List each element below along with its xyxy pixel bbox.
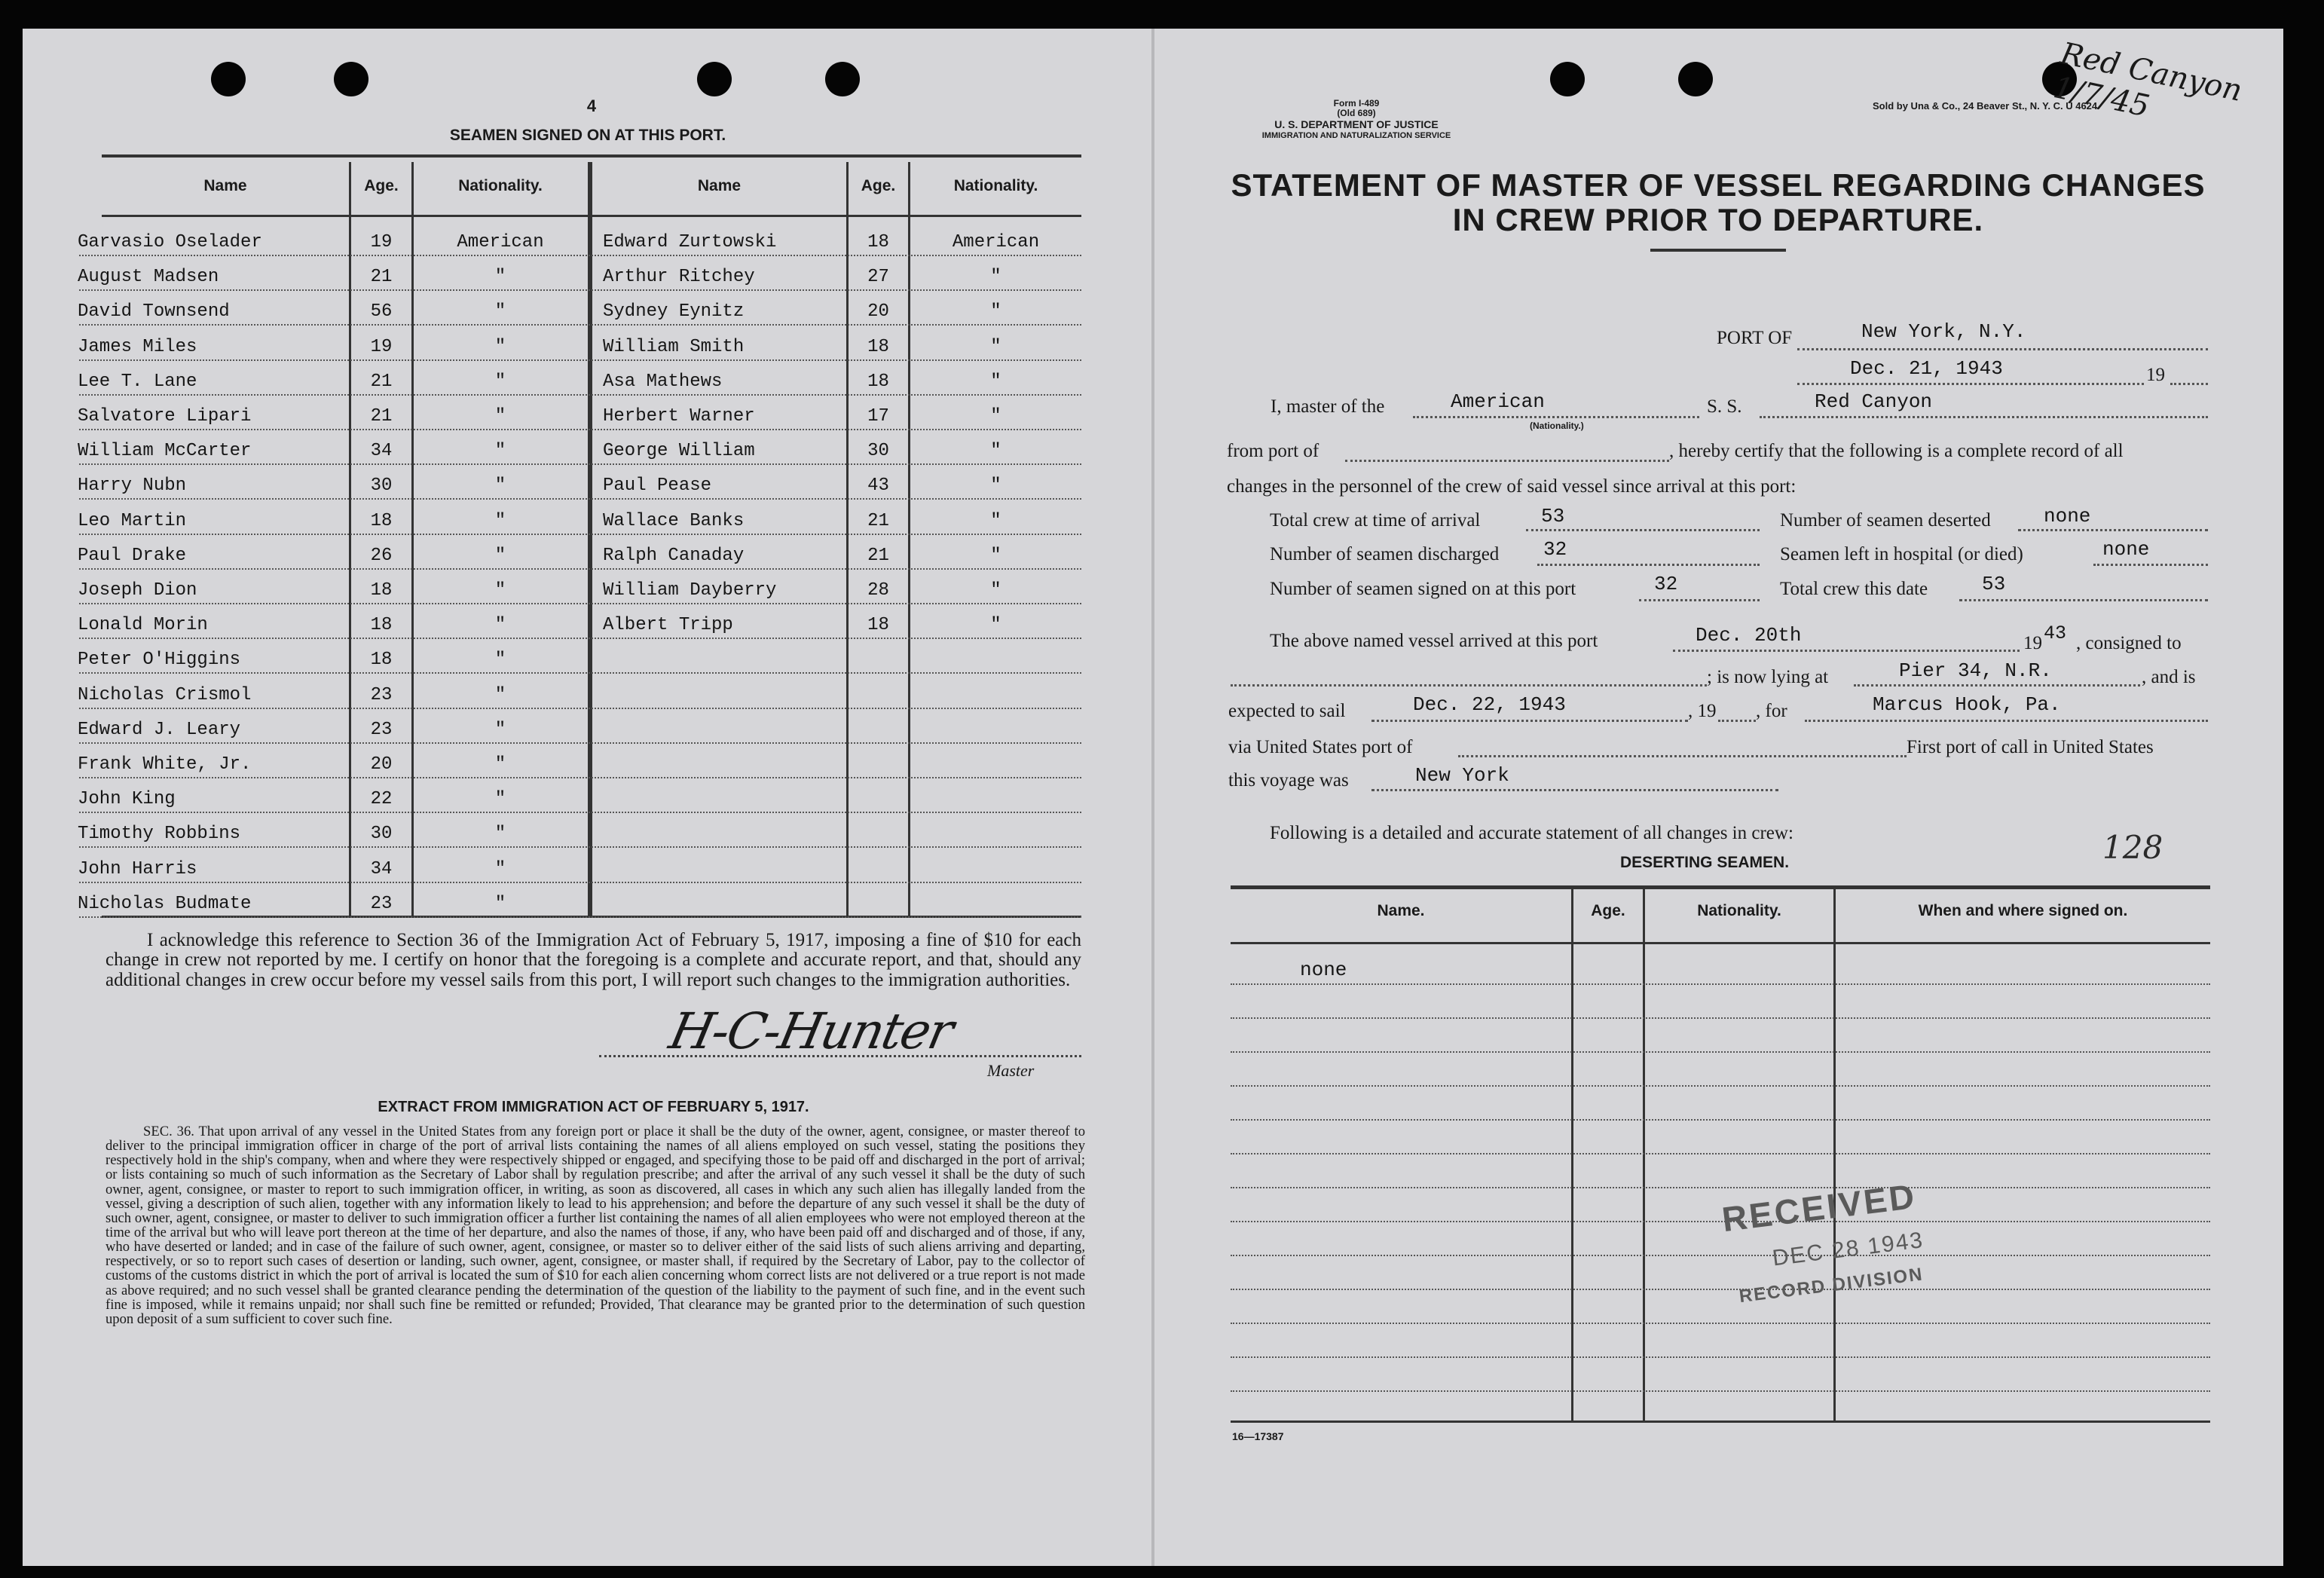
seaman-name: Edward Zurtowski	[603, 232, 777, 252]
date-fill	[1797, 383, 2144, 385]
seaman-age: 18	[867, 336, 889, 357]
seaman-name: John King	[78, 789, 176, 810]
master-of-label: I, master of the	[1271, 396, 1385, 417]
seaman-nationality: "	[494, 858, 506, 879]
port-of-fill	[1797, 348, 2208, 350]
table-row-rule	[79, 882, 1081, 883]
stamp-date-text: DEC 28 1943	[1771, 1228, 1925, 1271]
seaman-nationality: "	[990, 580, 1001, 601]
seaman-age: 21	[867, 510, 889, 531]
extract-text: SEC. 36. That upon arrival of any vessel in the United States from any foreign port or place it shall be the duty of the owner, agent, consignee, or master thereof to deliver to the principal immigration officer in charge of the port of arrival lists containing the names of all aliens employed on such vessel, stating the positions they respectively hold in the ship's company, when and where they were respectively shipped or engaged, and specifying those to be paid off and discharged in the port of arrival; or lists containing so much of such information as the Secretary of Labor shall by regulation prescribe; and after the arrival of any such vessel it shall be the duty of such owner, agent, consignee, or master to report to such immigration officer, in writing, as soon as discovered, all cases in which any such alien has illegally landed from the vessel, giving a description of such alien, together with any information likely to lead to his apprehension; and before the departure of any such vessel it shall be the duty of such owner, agent, consignee, or master to deliver to such immigration officer a further list containing the names of all alien employees who were not employed thereon at the time of the arrival but who will leave port thereon at the time of her departure, and also the names of those, if any, who have been paid off and discharged and of those, if any, who have deserted or landed; and in case of the failure of such owner, agent, consignee, or master so to deliver either of the said lists of such aliens arriving and departing, respectively, or so to report such cases of desertion or landing, such owner, agent, consignee, or master shall, if required by the Secretary of Labor, pay to the collector of customs of the customs district in which the port of arrival is located the sum of $10 for each alien concerning whom correct lists are not delivered or a true report is not made as above required; and no such vessel shall be granted clearance pending the determination of the question of the liability to the payment of such fine, and in the event such fine is imposed, while it remains unpaid; nor shall such fine be remitted or refunded; Provided, That clearance may be granted prior to the determination of such question upon deposit of a sum sufficient to cover such fine.	[105, 1124, 1085, 1327]
punch-hole	[334, 62, 368, 96]
master-label: Master	[987, 1061, 1035, 1080]
expected-value: Dec. 22, 1943	[1413, 693, 1566, 716]
seaman-nationality: "	[990, 301, 1001, 323]
seaman-nationality: "	[990, 441, 1001, 462]
for-value: Marcus Hook, Pa.	[1873, 693, 2061, 716]
total-date-label: Total crew this date	[1780, 579, 1928, 599]
nationality-fill	[1413, 416, 1699, 418]
page-fold	[1151, 29, 1154, 1566]
seaman-nationality: "	[494, 824, 506, 845]
voyage-label: this voyage was	[1228, 770, 1349, 791]
seaman-name: Paul Pease	[603, 476, 712, 497]
table-row-rule	[79, 742, 1081, 744]
handwritten-corner-note: Red Canyon 1/7/45	[2050, 36, 2246, 124]
desert-table-row-rule	[1231, 1187, 2210, 1188]
seaman-nationality: "	[990, 371, 1001, 392]
table-row-rule	[79, 812, 1081, 813]
seaman-name: Edward J. Leary	[78, 719, 241, 740]
deserting-title: DESERTING SEAMEN.	[1620, 854, 1790, 871]
seaman-nationality: "	[494, 476, 506, 497]
lying-text: ; is now lying at	[1707, 667, 1829, 687]
seaman-nationality: "	[990, 545, 1001, 566]
seaman-nationality: "	[494, 371, 506, 392]
date-suffix: 19	[2146, 365, 2165, 385]
seaman-nationality: "	[494, 580, 506, 601]
desert-table-row-rule	[1231, 1153, 2210, 1154]
seaman-age: 18	[867, 371, 889, 392]
table-row-rule	[79, 324, 1081, 326]
desert-table-row-rule	[1231, 1051, 2210, 1053]
punch-hole	[825, 62, 860, 96]
desert-table-top	[1231, 885, 2210, 889]
seaman-age: 30	[370, 824, 393, 845]
total-arrival-value: 53	[1541, 505, 1565, 528]
desert-table-row-rule	[1231, 983, 2210, 985]
desert-col-name: Name.	[1377, 902, 1425, 919]
seaman-age: 20	[370, 754, 393, 775]
seaman-name: Arthur Ritchey	[603, 267, 755, 288]
desert-table-row-rule	[1231, 1356, 2210, 1358]
seaman-nationality: "	[494, 719, 506, 740]
seaman-age: 18	[370, 615, 393, 636]
seaman-age: 21	[370, 267, 393, 288]
table-row-rule	[79, 534, 1081, 535]
seaman-name: William Smith	[603, 336, 745, 357]
seaman-nationality: "	[494, 650, 506, 671]
department-name: U. S. DEPARTMENT OF JUSTICE	[1274, 118, 1439, 130]
seaman-nationality: "	[494, 545, 506, 566]
seaman-name: Joseph Dion	[78, 580, 197, 601]
seaman-name: George William	[603, 441, 755, 462]
expected-year: , 19	[1688, 701, 1717, 721]
via-fill	[1458, 755, 1907, 757]
table-row-rule	[79, 289, 1081, 291]
form-title-line1: STATEMENT OF MASTER OF VESSEL REGARDING CHANGES	[1231, 167, 2206, 203]
col-header-nationality: Nationality.	[458, 177, 543, 194]
from-port-label: from port of	[1227, 441, 1319, 461]
seaman-age: 18	[370, 650, 393, 671]
seaman-age: 27	[867, 267, 889, 288]
voyage-fill	[1371, 789, 1778, 791]
desert-table-row-rule	[1231, 1323, 2210, 1324]
seaman-nationality: "	[990, 406, 1001, 427]
col-header-age: Age.	[364, 177, 399, 194]
form-number: 16—17387	[1232, 1430, 1284, 1442]
following-text: Following is a detailed and accurate statement of all changes in crew:	[1270, 823, 1793, 843]
seaman-nationality: "	[494, 510, 506, 531]
vessel-fill	[1760, 416, 2208, 418]
desert-table-row-rule	[1231, 1255, 2210, 1256]
table-top-rule	[102, 154, 1081, 157]
seaman-name: Nicholas Crismol	[78, 684, 252, 705]
desert-table-row-rule	[1231, 1289, 2210, 1290]
seaman-nationality: "	[494, 301, 506, 323]
for-label: , for	[1756, 701, 1787, 721]
hospital-value: none	[2102, 538, 2150, 561]
extract-title: EXTRACT FROM IMMIGRATION ACT OF FEBRUARY 5, 1917.	[378, 1099, 809, 1115]
desert-table-bottom	[1231, 1421, 2210, 1423]
seaman-nationality: "	[494, 336, 506, 357]
via-label: via United States port of	[1228, 737, 1413, 757]
col-header-age: Age.	[861, 177, 896, 194]
seaman-nationality: "	[990, 476, 1001, 497]
table-row-rule	[79, 498, 1081, 500]
seaman-nationality: "	[494, 267, 506, 288]
seaman-age: 23	[370, 893, 393, 914]
stamp-received-text: RECEIVED	[1720, 1176, 1919, 1240]
for-fill	[1805, 720, 2208, 722]
desert-table-row-rule	[1231, 1017, 2210, 1019]
seaman-age: 21	[867, 545, 889, 566]
discharged-value: 32	[1543, 538, 1567, 561]
seaman-age: 21	[370, 371, 393, 392]
form-id: Form I-489	[1333, 98, 1380, 109]
arrived-year-value: 43	[2044, 622, 2067, 644]
col-divider	[588, 162, 592, 916]
desert-table-row-rule	[1231, 1221, 2210, 1222]
expected-fill	[1371, 720, 1688, 722]
seaman-age: 18	[867, 615, 889, 636]
stamp-division-text: RECORD DIVISION	[1738, 1264, 1925, 1307]
table-row-rule	[79, 394, 1081, 396]
table-row-rule	[79, 359, 1081, 361]
port-of-value: New York, N.Y.	[1861, 320, 2026, 343]
from-port-fill	[1345, 460, 1669, 462]
changes-text: changes in the personnel of the crew of said vessel since arrival at this port:	[1227, 476, 1797, 497]
table-row-rule	[79, 672, 1081, 674]
lying-value: Pier 34, N.R.	[1899, 659, 2052, 682]
consignee-fill	[1231, 684, 1707, 687]
table-row-rule	[79, 255, 1081, 256]
seaman-nationality: "	[494, 406, 506, 427]
seaman-name: Ralph Canaday	[603, 545, 745, 566]
seaman-name: Leo Martin	[78, 510, 187, 531]
seaman-name: Sydney Eynitz	[603, 301, 745, 323]
seaman-age: 30	[867, 441, 889, 462]
seaman-name: Lee T. Lane	[78, 371, 197, 392]
desert-col-divider	[1833, 889, 1836, 1421]
right-page	[1153, 29, 2283, 1566]
seaman-nationality: "	[990, 336, 1001, 357]
seaman-name: Paul Drake	[78, 545, 187, 566]
lying-fill	[1854, 684, 2140, 687]
seaman-nationality: "	[990, 510, 1001, 531]
seaman-nationality: American	[457, 232, 544, 252]
total-arrival-label: Total crew at time of arrival	[1270, 510, 1481, 531]
seaman-age: 26	[370, 545, 393, 566]
seaman-age: 18	[370, 580, 393, 601]
seaman-nationality: "	[494, 441, 506, 462]
expected-label: expected to sail	[1228, 701, 1346, 721]
deserted-value: none	[2044, 505, 2091, 528]
form-title-line2: IN CREW PRIOR TO DEPARTURE.	[1452, 202, 1984, 237]
expected-year-fill	[1718, 720, 1756, 722]
seaman-name: Frank White, Jr.	[78, 754, 252, 775]
deserted-fill	[2018, 529, 2208, 531]
seaman-age: 23	[370, 719, 393, 740]
form-old: (Old 689)	[1337, 108, 1376, 118]
certify-text: , hereby certify that the following is a complete record of all	[1669, 441, 2124, 461]
seaman-age: 17	[867, 406, 889, 427]
port-of-label: PORT OF	[1717, 328, 1793, 348]
seaman-age: 21	[370, 406, 393, 427]
seaman-age: 30	[370, 476, 393, 497]
table-row-rule	[79, 916, 1081, 918]
seaman-age: 23	[370, 684, 393, 705]
desert-col-signed-on: When and where signed on.	[1918, 902, 2128, 919]
desert-col-divider	[1571, 889, 1573, 1421]
title-underline	[1650, 249, 1786, 252]
arrived-value: Dec. 20th	[1696, 624, 1802, 647]
table-row-rule	[79, 777, 1081, 778]
desert-col-nationality: Nationality.	[1697, 902, 1781, 919]
discharged-label: Number of seamen discharged	[1270, 544, 1500, 564]
signed-on-label: Number of seamen signed on at this port	[1270, 579, 1576, 599]
total-date-value: 53	[1982, 573, 2006, 595]
seaman-nationality: "	[494, 684, 506, 705]
seaman-age: 34	[370, 858, 393, 879]
seaman-age: 34	[370, 441, 393, 462]
seaman-age: 43	[867, 476, 889, 497]
seaman-nationality: "	[990, 615, 1001, 636]
seaman-name: James Miles	[78, 336, 197, 357]
col-header-name: Name	[697, 177, 742, 194]
discharged-fill	[1537, 564, 1760, 566]
seaman-age: 19	[370, 232, 393, 252]
seaman-name: William Dayberry	[603, 580, 777, 601]
consigned-text: , consigned to	[2076, 633, 2182, 653]
seaman-name: John Harris	[78, 858, 197, 879]
hospital-label: Seamen left in hospital (or died)	[1780, 544, 2023, 564]
hospital-fill	[2093, 564, 2208, 566]
seaman-age: 18	[867, 232, 889, 252]
seaman-name: Timothy Robbins	[78, 824, 241, 845]
seaman-age: 28	[867, 580, 889, 601]
desert-table-row-rule	[1231, 1390, 2210, 1392]
section-title: SEAMEN SIGNED ON AT THIS PORT.	[449, 127, 726, 144]
seaman-age: 19	[370, 336, 393, 357]
seaman-name: David Townsend	[78, 301, 230, 323]
seaman-name: Salvatore Lipari	[78, 406, 252, 427]
seaman-name: Herbert Warner	[603, 406, 755, 427]
arrived-text: The above named vessel arrived at this port	[1270, 631, 1598, 651]
seaman-age: 56	[370, 301, 393, 323]
acknowledgement-text: I acknowledge this reference to Section 36 of the Immigration Act of February 5, 1917, imposing a fine of $10 for each change in crew not reported by me. I certify on honor that the foregoing is a complete and accurate report, and that, should any additional changes in crew occur before my vessel sails from this port, I will report such changes to the immigration authorities.	[105, 930, 1081, 990]
seaman-name: Peter O'Higgins	[78, 650, 241, 671]
desert-row-value: none	[1300, 959, 1347, 981]
seaman-nationality: "	[494, 893, 506, 914]
service-name: IMMIGRATION AND NATURALIZATION SERVICE	[1261, 131, 1451, 140]
seaman-name: Albert Tripp	[603, 615, 733, 636]
seaman-nationality: "	[990, 267, 1001, 288]
desert-table-header-rule	[1231, 942, 2210, 944]
signed-on-value: 32	[1654, 573, 1678, 595]
seaman-name: Wallace Banks	[603, 510, 745, 531]
punch-hole	[697, 62, 732, 96]
date-value: Dec. 21, 1943	[1850, 357, 2003, 380]
seaman-name: August Madsen	[78, 267, 219, 288]
arrived-fill	[1673, 650, 2020, 652]
ss-label: S. S.	[1707, 396, 1742, 417]
seaman-name: Garvasio Oselader	[78, 232, 262, 252]
signature: H-C-Hunter	[664, 1002, 958, 1060]
col-header-name: Name	[203, 177, 247, 194]
seaman-name: Asa Mathews	[603, 371, 723, 392]
col-header-nationality: Nationality.	[953, 177, 1038, 194]
and-is-text: , and is	[2142, 667, 2196, 687]
seaman-name: Harry Nubn	[78, 476, 187, 497]
table-row-rule	[79, 708, 1081, 709]
date-year-fill	[2170, 383, 2208, 385]
table-row-rule	[79, 429, 1081, 430]
punch-hole	[211, 62, 246, 96]
page-number: 4	[586, 96, 597, 115]
seaman-age: 22	[370, 789, 393, 810]
first-port-text: First port of call in United States	[1907, 737, 2154, 757]
stamped-number: 128	[2102, 829, 2163, 866]
table-row-rule	[79, 603, 1081, 604]
total-arrival-fill	[1526, 529, 1760, 531]
total-date-fill	[1959, 599, 2208, 601]
seaman-nationality: American	[952, 232, 1040, 252]
vessel-value: Red Canyon	[1815, 390, 1933, 413]
table-row-rule	[79, 638, 1081, 639]
table-row-rule	[79, 463, 1081, 465]
desert-col-divider	[1643, 889, 1645, 1421]
signed-on-fill	[1639, 599, 1760, 601]
table-row-rule	[79, 568, 1081, 570]
nationality-value: American	[1451, 390, 1545, 413]
punch-hole	[1550, 62, 1585, 96]
deserted-label: Number of seamen deserted	[1780, 510, 1991, 531]
voyage-value: New York	[1415, 764, 1509, 787]
punch-hole	[1678, 62, 1713, 96]
seaman-name: William McCarter	[78, 441, 252, 462]
seaman-nationality: "	[494, 789, 506, 810]
nationality-caption: (Nationality.)	[1530, 420, 1584, 431]
seaman-nationality: "	[494, 615, 506, 636]
desert-col-age: Age.	[1591, 902, 1625, 919]
seller-imprint: Sold by Una & Co., 24 Beaver St., N. Y. C. U 4624	[1873, 100, 2098, 112]
desert-table-row-rule	[1231, 1119, 2210, 1121]
signature-line	[599, 1055, 1081, 1057]
seaman-age: 20	[867, 301, 889, 323]
seaman-name: Nicholas Budmate	[78, 893, 252, 914]
seaman-name: Lonald Morin	[78, 615, 208, 636]
desert-table-row-rule	[1231, 1085, 2210, 1087]
seaman-age: 18	[370, 510, 393, 531]
arrived-year: 19	[2023, 633, 2042, 653]
seaman-nationality: "	[494, 754, 506, 775]
table-row-rule	[79, 846, 1081, 848]
